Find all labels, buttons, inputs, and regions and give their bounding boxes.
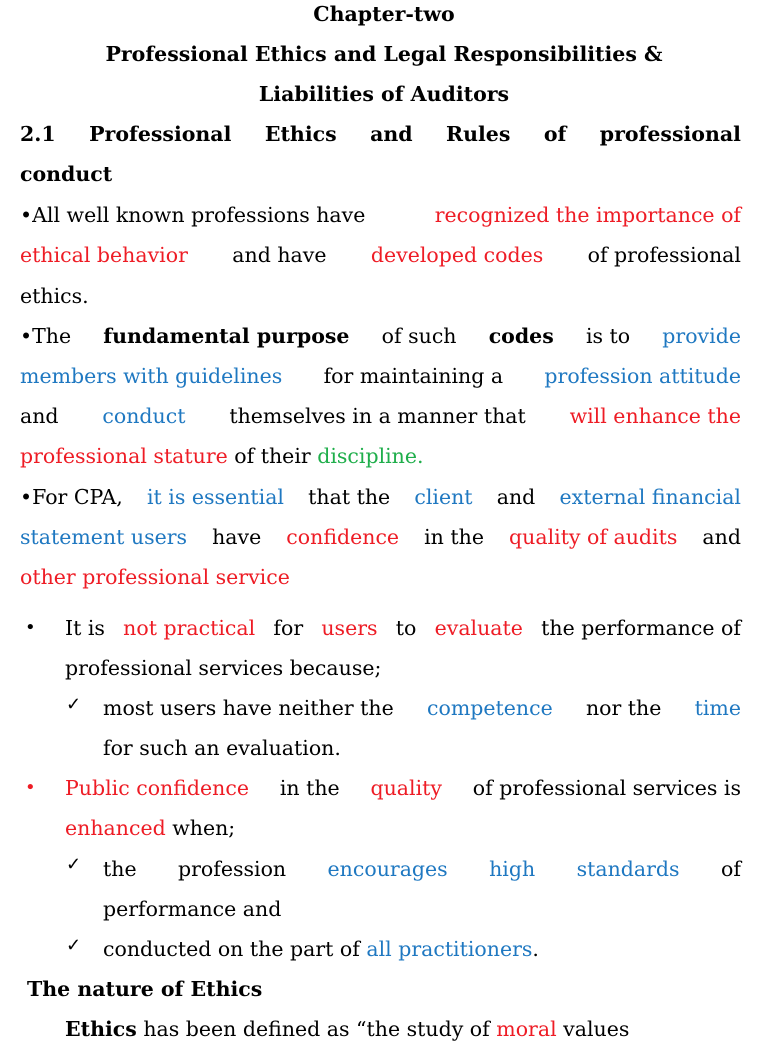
highlight-red: recognized the importance of: [434, 203, 741, 227]
subtitle-line-1: Professional Ethics and Legal Responsibilities &: [105, 42, 663, 66]
highlight-red: professional stature: [20, 444, 228, 468]
highlight-red: other professional service: [20, 565, 290, 589]
last-line-partial: [65, 1017, 741, 1041]
chapter-title: [0, 2, 768, 26]
section-word: and: [370, 122, 413, 146]
section-word: Professional: [89, 122, 232, 146]
highlight-blue: statement users: [20, 525, 188, 549]
para1-line2: [20, 243, 741, 267]
text-run: and: [702, 525, 741, 549]
para2-line4: [20, 444, 741, 468]
chapter-title-text: Chapter-two: [313, 2, 455, 26]
text-run: •All well known professions have: [20, 203, 372, 227]
text-run: and: [496, 485, 536, 509]
highlight-red: users: [321, 616, 378, 640]
text-run: is to: [585, 324, 631, 348]
text-run: and: [20, 404, 59, 428]
checkmark-icon: ✓: [66, 935, 82, 956]
text-run: has been defined as “the study of: [136, 1017, 497, 1041]
text-run: of their: [227, 444, 318, 468]
text-run: •For CPA,: [20, 485, 123, 509]
text-run: ethics.: [20, 284, 89, 308]
highlight-red: enhanced: [65, 816, 166, 840]
text-run: .: [532, 937, 539, 961]
bullet2-check2-line1: [103, 937, 741, 961]
highlight-blue: standards: [576, 857, 680, 881]
text-run: the performance of: [534, 616, 741, 640]
subtitle-line-2: Liabilities of Auditors: [258, 82, 510, 106]
highlight-blue: encourages: [327, 857, 448, 881]
text-run: of such: [381, 324, 457, 348]
highlight-blue: all practitioners: [366, 937, 533, 961]
section-heading-end: [20, 162, 741, 186]
text-run: of: [721, 857, 741, 881]
highlight-blue: members with guidelines: [20, 364, 283, 388]
text-run: themselves in a manner that: [229, 404, 526, 428]
highlight-red: not practical: [123, 616, 256, 640]
section-word: professional: [599, 122, 741, 146]
text-run: have: [212, 525, 262, 549]
highlight-blue: provide: [662, 324, 741, 348]
text-run: of professional services is: [466, 776, 741, 800]
para3-line2: [20, 525, 741, 549]
text-run: and have: [232, 243, 327, 267]
text-run: conducted on the part of: [103, 937, 367, 961]
bullet2-line1: [65, 776, 741, 800]
section-word: conduct: [20, 162, 113, 186]
section-word: Ethics: [264, 122, 337, 146]
para2-line3: [20, 404, 741, 428]
text-run: in the: [273, 776, 347, 800]
highlight-red: confidence: [286, 525, 400, 549]
section-word: Rules: [446, 122, 511, 146]
highlight-blue: conduct: [102, 404, 186, 428]
text-run: most users have neither the: [103, 696, 401, 720]
highlight-red: evaluate: [434, 616, 523, 640]
bold-term: Ethics: [65, 1017, 137, 1041]
bullet2-check1-line2: [103, 897, 741, 921]
highlight-red: quality of audits: [509, 525, 678, 549]
checkmark-icon: ✓: [66, 694, 82, 715]
chapter-subtitle-2: [0, 82, 768, 106]
highlight-red: ethical behavior: [20, 243, 188, 267]
text-run: for such an evaluation.: [103, 736, 341, 760]
bullet1-check1-line1: [103, 696, 741, 720]
section-number: 2.1: [20, 122, 56, 146]
text-run: for maintaining a: [317, 364, 510, 388]
highlight-red: moral: [496, 1017, 557, 1041]
bullet2-line2: [65, 816, 741, 840]
checkmark-icon: ✓: [66, 854, 82, 875]
highlight-blue: competence: [427, 696, 553, 720]
highlight-blue: it is essential: [146, 485, 284, 509]
highlight-blue: client: [414, 485, 473, 509]
heading-text: The nature of Ethics: [27, 977, 263, 1001]
text-run: profession: [177, 857, 287, 881]
para2-line1: [20, 324, 741, 348]
nature-of-ethics-heading: [27, 977, 748, 1001]
bullet-marker: •: [25, 617, 36, 638]
chapter-subtitle: [0, 42, 768, 66]
text-run: to: [389, 616, 423, 640]
text-run: values: [556, 1017, 630, 1041]
bold-term: codes: [488, 324, 554, 348]
text-run: professional services because;: [65, 656, 382, 680]
para1-line3: [20, 284, 741, 308]
highlight-blue: external financial: [559, 485, 741, 509]
text-run: of professional: [587, 243, 741, 267]
highlight-red: will enhance the: [569, 404, 741, 428]
bullet1-check1-line2: [103, 736, 741, 760]
text-run: when;: [165, 816, 236, 840]
text-run: in the: [424, 525, 484, 549]
highlight-green: discipline.: [317, 444, 424, 468]
text-run: that the: [308, 485, 391, 509]
highlight-red: developed codes: [370, 243, 544, 267]
bullet-marker: •: [25, 777, 36, 798]
para1-line1: [20, 203, 741, 227]
highlight-red: quality: [370, 776, 442, 800]
text-run: nor the: [579, 696, 668, 720]
highlight-blue: profession attitude: [544, 364, 741, 388]
highlight-red: Public confidence: [65, 776, 249, 800]
para3-line3-clipped: [20, 565, 741, 589]
bullet1-line1: [65, 616, 741, 640]
para3-line1: [20, 485, 741, 509]
bold-term: fundamental purpose: [103, 324, 350, 348]
text-run: •The: [20, 324, 72, 348]
bullet1-line2: [65, 656, 741, 680]
bullet2-check1-line1: [103, 857, 741, 881]
section-word: of: [543, 122, 567, 146]
text-run: It is: [65, 616, 112, 640]
section-heading: [20, 122, 741, 146]
text-run: the: [103, 857, 137, 881]
highlight-blue: high: [489, 857, 536, 881]
text-run: for: [266, 616, 310, 640]
text-run: performance and: [103, 897, 282, 921]
highlight-blue: time: [694, 696, 741, 720]
para2-line2: [20, 364, 741, 388]
